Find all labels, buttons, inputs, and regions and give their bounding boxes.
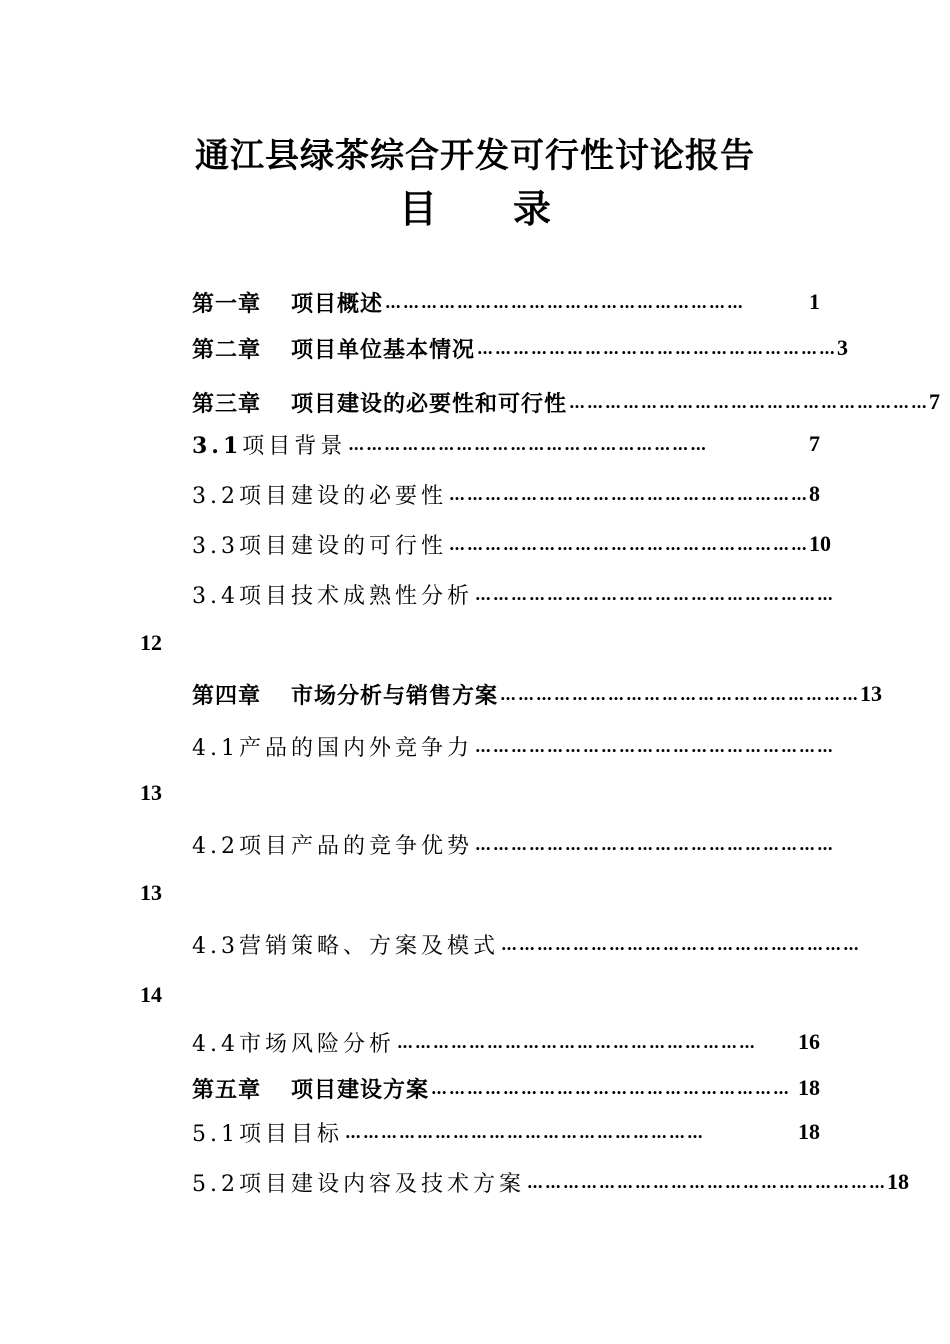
toc-entry-section-3-2[interactable] xyxy=(192,476,820,512)
toc-heading: 目录 xyxy=(398,186,627,231)
toc-dot-leader: …………………………………………………… xyxy=(449,534,810,554)
toc-entry-section-4-3[interactable] xyxy=(192,926,862,962)
toc-dot-leader: …………………………………………………… xyxy=(345,1122,706,1142)
toc-entry-number: 第三章 xyxy=(192,390,262,417)
toc-entry-text: 市场分析与销售方案 xyxy=(291,682,499,709)
toc-entry-number: 第一章 xyxy=(192,290,262,317)
toc-entry-number: 第二章 xyxy=(192,336,262,363)
toc-entry-text: 营销策略、方案及模式 xyxy=(239,933,500,959)
toc-entry-number: 4.1 xyxy=(192,735,239,761)
toc-entry-text: 项目建设的必要性和可行性 xyxy=(291,390,568,417)
toc-entry-page: 7 xyxy=(929,389,941,414)
toc-entry-number: 5.1 xyxy=(192,1121,239,1147)
toc-entry-number: 3.4 xyxy=(192,583,239,609)
toc-entry-page: 18 xyxy=(798,1075,820,1100)
toc-entry-text: 项目建设方案 xyxy=(291,1076,430,1103)
toc-entry-text: 项目技术成熟性分析 xyxy=(239,583,474,609)
toc-dot-leader: …………………………………………………… xyxy=(527,1172,888,1192)
toc-entry-page: 1 xyxy=(809,289,820,314)
toc-dot-leader: …………………………………………………… xyxy=(475,584,836,604)
toc-entry-text: 项目背景 xyxy=(242,433,347,459)
toc-entry-section-4-1[interactable] xyxy=(192,728,836,764)
toc-entry-chapter-2[interactable] xyxy=(192,330,849,366)
toc-dot-leader: …………………………………………………… xyxy=(500,684,861,704)
toc-entry-text: 产品的国内外竞争力 xyxy=(239,735,474,761)
toc-dot-leader: …………………………………………………… xyxy=(385,292,746,312)
toc-dot-leader: …………………………………………………… xyxy=(431,1078,792,1098)
toc-entry-number: 3.3 xyxy=(192,533,239,559)
toc-entry-chapter-3[interactable] xyxy=(192,384,941,420)
toc-entry-section-3-3[interactable] xyxy=(192,526,832,562)
toc-entry-number: 4.4 xyxy=(192,1031,239,1057)
toc-entry-section-3-4[interactable] xyxy=(192,576,836,612)
document-title: 通江县绿茶综合开发可行性讨论报告 xyxy=(195,136,755,176)
toc-entry-text: 项目产品的竞争优势 xyxy=(239,833,474,859)
toc-entry-page: 13 xyxy=(860,681,883,706)
toc-entry-chapter-4[interactable] xyxy=(192,676,883,712)
toc-entry-page: 3 xyxy=(837,335,849,360)
toc-entry-page: 7 xyxy=(809,431,820,456)
toc-dot-leader: …………………………………………………… xyxy=(477,338,838,358)
toc-dot-leader: …………………………………………………… xyxy=(475,736,836,756)
toc-entry-number: 3.1 xyxy=(192,432,243,459)
toc-entry-section-4-4[interactable] xyxy=(192,1024,820,1060)
toc-entry-text: 市场风险分析 xyxy=(239,1031,396,1057)
toc-entry-text: 项目建设内容及技术方案 xyxy=(239,1171,526,1197)
toc-dot-leader: …………………………………………………… xyxy=(569,392,930,412)
toc-entry-text: 项目建设的必要性 xyxy=(239,483,448,509)
toc-entry-page: 12 xyxy=(140,630,162,655)
toc-entry-number: 第五章 xyxy=(192,1076,262,1103)
toc-dot-leader: …………………………………………………… xyxy=(348,434,709,454)
toc-entry-chapter-5[interactable] xyxy=(192,1070,820,1106)
toc-entry-page: 18 xyxy=(798,1119,820,1144)
toc-dot-leader: …………………………………………………… xyxy=(475,834,836,854)
toc-entry-page: 8 xyxy=(809,481,821,506)
toc-entry-number: 4.2 xyxy=(192,833,239,859)
toc-entry-number: 第四章 xyxy=(192,682,262,709)
toc-entry-number: 5.2 xyxy=(192,1171,239,1197)
toc-entry-page: 10 xyxy=(809,531,832,556)
toc-entry-text: 项目目标 xyxy=(239,1121,344,1147)
toc-entry-page: 13 xyxy=(140,780,162,805)
toc-entry-section-5-1[interactable] xyxy=(192,1114,820,1150)
toc-entry-page: 18 xyxy=(887,1169,910,1194)
toc-dot-leader: …………………………………………………… xyxy=(397,1032,758,1052)
toc-entry-page: 13 xyxy=(140,880,162,905)
toc-entry-chapter-1[interactable] xyxy=(192,284,820,320)
toc-entry-section-3-1[interactable] xyxy=(192,426,820,462)
toc-entry-section-5-2[interactable] xyxy=(192,1164,910,1200)
toc-entry-page: 16 xyxy=(798,1029,820,1054)
toc-dot-leader: …………………………………………………… xyxy=(501,934,862,954)
toc-entry-page: 14 xyxy=(140,982,162,1007)
toc-entry-text: 项目单位基本情况 xyxy=(291,336,476,363)
toc-dot-leader: …………………………………………………… xyxy=(449,484,810,504)
toc-entry-section-4-2[interactable] xyxy=(192,826,836,862)
toc-entry-text: 项目概述 xyxy=(291,290,384,317)
toc-entry-number: 4.3 xyxy=(192,933,239,959)
toc-entry-number: 3.2 xyxy=(192,483,239,509)
toc-entry-text: 项目建设的可行性 xyxy=(239,533,448,559)
